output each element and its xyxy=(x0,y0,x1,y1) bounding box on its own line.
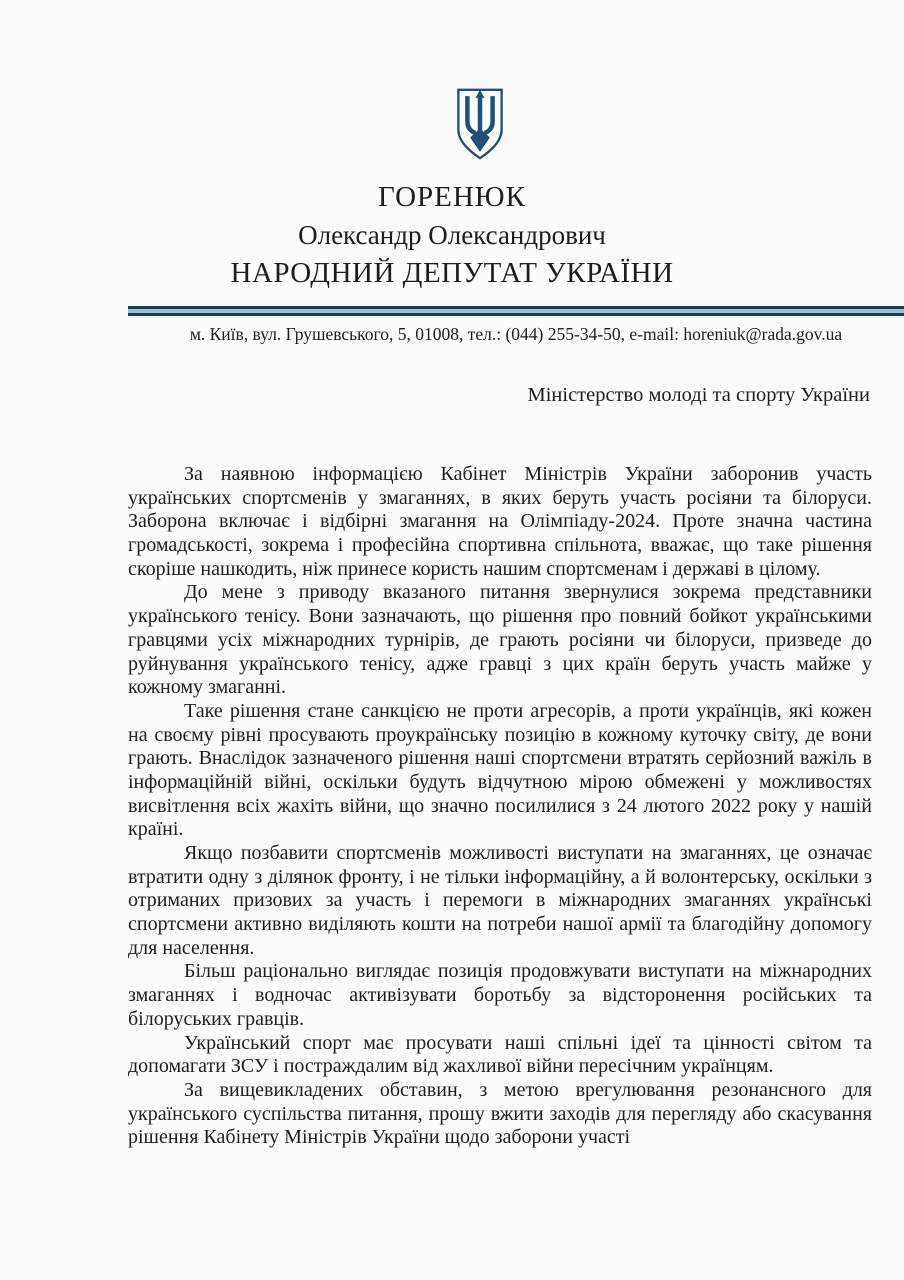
body-paragraph: За наявною інформацією Кабінет Міністрів України заборонив участь українських спортсменів у змаганнях, в яких беруть участь росіяни та білоруси. Заборона включає і відбірні змагання на Олімпіаду-2024. Проте значна частина громадськості, зокрема і професійна спортивна спільнота, вважає, що таке рішення скоріше нашкодить, ніж принесе користь нашим спортсменам і державі в цілому. xyxy=(128,463,872,580)
letterhead-position: НАРОДНИЙ ДЕПУТАТ УКРАЇНИ xyxy=(230,257,674,289)
letterhead-divider xyxy=(128,306,904,316)
letterhead-given-names: Олександр Олександрович xyxy=(298,220,606,250)
body-paragraph: До мене з приводу вказаного питання звернулися зокрема представники українського тенісу. Вони зазначають, що рішення про повний бойкот українськими гравцями усіх міжнародних турнірів, де грають росіяни чи білоруси, призведе до руйнування українського тенісу, адже гравці з цих країн беруть участь майже у кожному змаганні. xyxy=(128,581,872,699)
letterhead-surname: ГОРЕНЮК xyxy=(378,181,526,213)
body-paragraph: Більш раціонально виглядає позиція продовжувати виступати на міжнародних змаганнях і водночас активізувати боротьбу за відсторонення російських та білоруських гравців. xyxy=(128,960,872,1030)
body-paragraph: Таке рішення стане санкцією не проти агресорів, а проти українців, які кожен на своєму рівні просувають проукраїнську позицію в кожному куточку світу, де вони грають. Внаслідок зазначеного рішення наші спортсмени втратять серйозний важіль в інформаційній війні, оскільки будуть відчутною мірою обмежені у можливостях висвітлення всіх жахіть війни, що значно посилилися з 24 лютого 2022 року у нашій країні. xyxy=(128,699,872,841)
addressee: Міністерство молоді та спорту України xyxy=(527,384,870,406)
body-paragraph: Український спорт має просувати наші спільні ідеї та цінності світом та допомагати ЗСУ і постраждалим від жахливої війни пересічним українцям. xyxy=(128,1031,872,1078)
ukraine-trident-icon xyxy=(453,86,507,162)
coat-of-arms xyxy=(0,86,904,167)
letterhead-contact: м. Київ, вул. Грушевського, 5, 01008, тел.: (044) 255-34-50, e-mail: horeniuk@rada.gov.ua xyxy=(189,324,843,344)
body-paragraph: Якщо позбавити спортсменів можливості виступати на змаганнях, це означає втратити одну з ділянок фронту, і не тільки інформаційну, а й волонтерську, оскільки з отриманих призових за участь і перемоги в міжнародних змаганнях українські спортсмени активно виділяють кошти на потреби нашої армії та благодійну допомогу для населення. xyxy=(128,842,872,959)
body-paragraph: За вищевикладених обставин, з метою врегулювання резонансного для українського суспільства питання, прошу вжити заходів для перегляду або скасування рішення Кабінету Міністрів України щодо заборони участі xyxy=(128,1078,872,1149)
letter-body xyxy=(128,463,872,1150)
